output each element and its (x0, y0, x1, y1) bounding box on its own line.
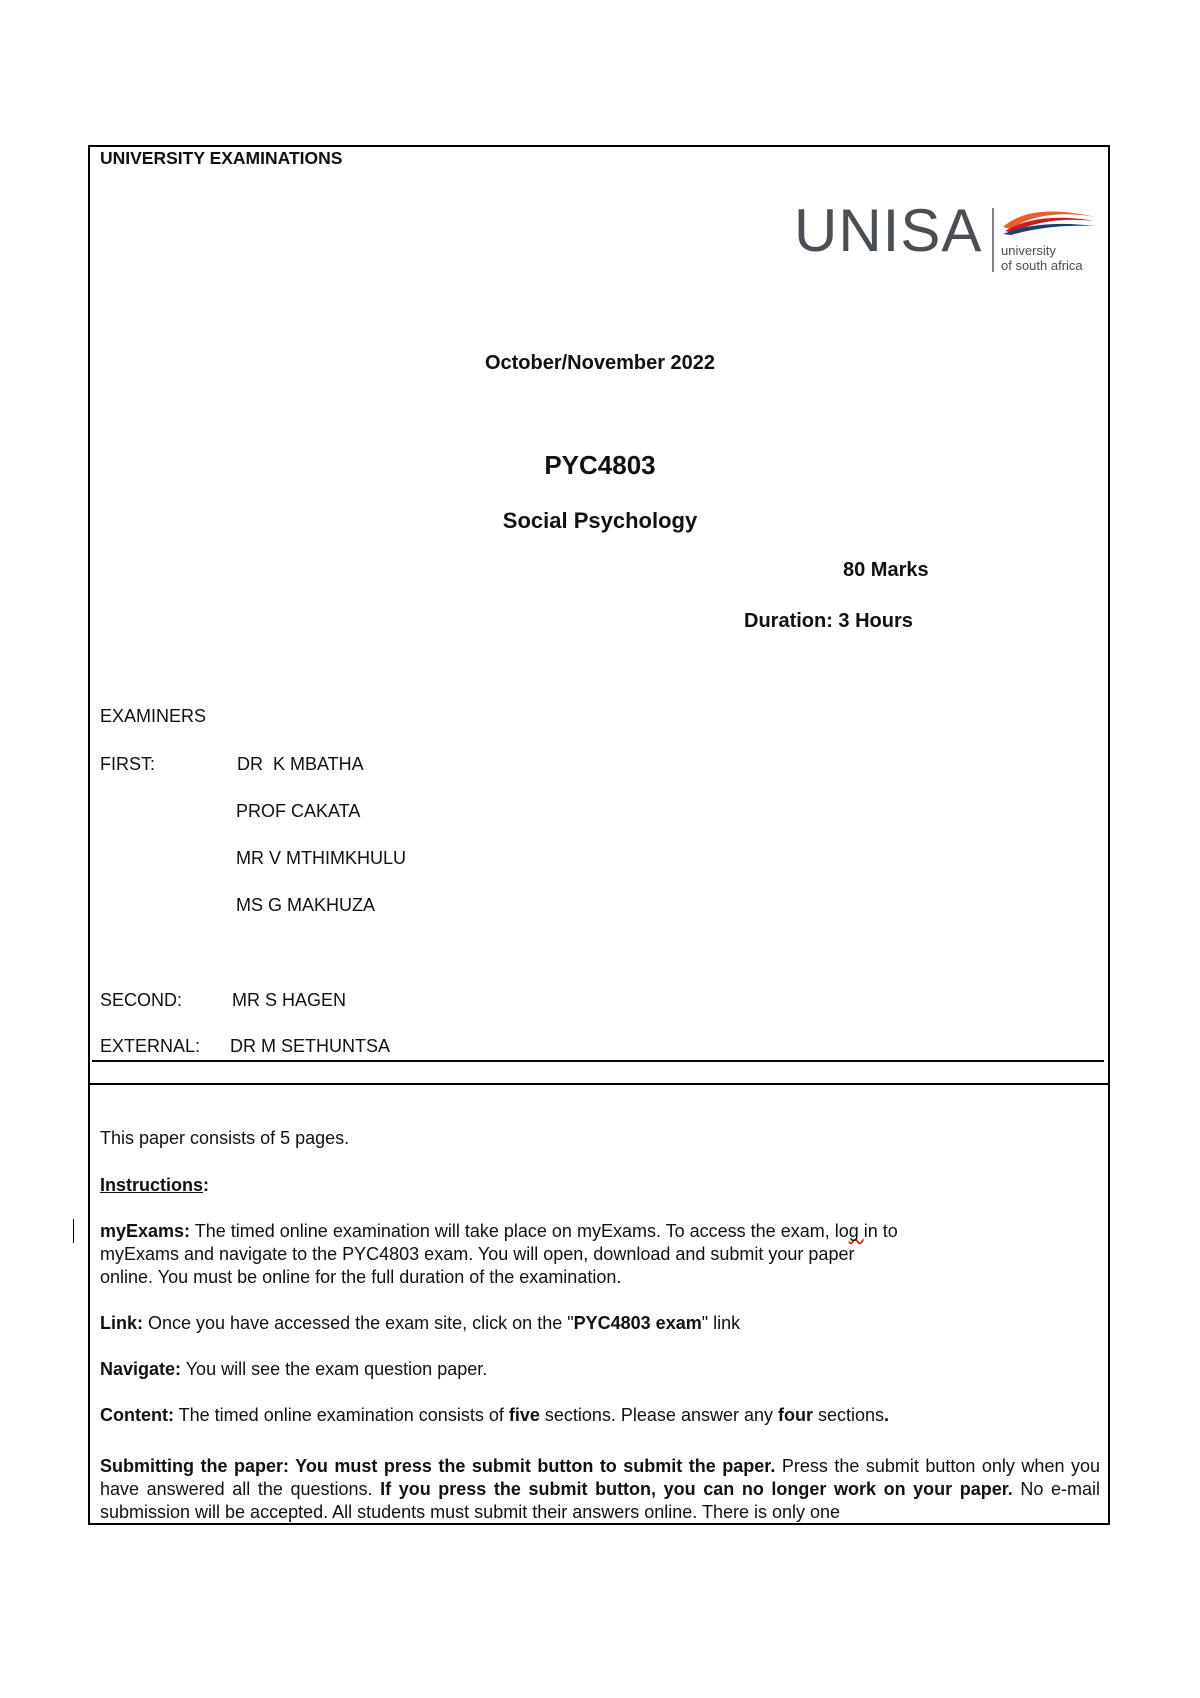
content-instruction (100, 1405, 889, 1426)
instructions-heading-text: Instructions (100, 1175, 204, 1195)
second-examiner-name: MR S HAGEN (232, 990, 347, 1010)
myexams-label: myExams: (100, 1221, 191, 1241)
course-title: Social Psychology (502, 508, 698, 533)
logo-wordmark: UNISA (794, 197, 983, 264)
first-examiner-name: MR V MTHIMKHULU (236, 848, 406, 868)
logo-sub-line1: university (1001, 243, 1056, 258)
page-count-note: This paper consists of 5 pages. (100, 1128, 350, 1148)
submitting-instruction (100, 1455, 1100, 1524)
second-examiner-label: SECOND: (100, 990, 183, 1010)
logo-sub-line2: of south africa (1001, 258, 1083, 273)
exam-cover-frame (88, 145, 1110, 1083)
submit-text: No e-mail submission will be accepted. All students must submit their answers online. There is only one (100, 1479, 1100, 1522)
content-emphasis: five (508, 1405, 540, 1425)
navigate-text: You will see the exam question paper. (181, 1359, 488, 1379)
first-examiner-name: PROF CAKATA (236, 801, 361, 821)
exam-link-name: PYC4803 exam (573, 1313, 702, 1333)
submit-emphasis: Submitting the paper: You must press the submit button to submit the paper. (100, 1456, 776, 1476)
submit-emphasis: If you press the submit button, you can no longer work on your paper. (380, 1479, 1013, 1499)
external-examiner-name: DR M SETHUNTSA (230, 1036, 391, 1056)
navigate-instruction (100, 1359, 487, 1380)
link-text: Once you have accessed the exam site, click on the " (143, 1313, 574, 1333)
myexams-instruction (100, 1221, 898, 1242)
exam-session: October/November 2022 (484, 352, 716, 374)
myexams-text: in to (863, 1221, 898, 1241)
link-text: " link (701, 1313, 741, 1333)
unisa-logo (794, 197, 1096, 275)
instructions-box (88, 1083, 1110, 1525)
spelling-mark: g (848, 1221, 864, 1241)
external-examiner-label: EXTERNAL: (100, 1036, 201, 1056)
header-title: UNIVERSITY EXAMINATIONS (100, 148, 343, 168)
content-emphasis: four (778, 1405, 813, 1425)
content-label: Content: (100, 1405, 174, 1425)
logo-divider (992, 208, 994, 272)
content-text: sections. Please answer any (539, 1405, 778, 1425)
course-code: PYC4803 (544, 450, 656, 480)
content-text: sections (813, 1405, 885, 1425)
swoosh-icon (1001, 205, 1097, 235)
myexams-text: The timed online examination will take place on myExams. To access the exam, lo (190, 1221, 849, 1241)
total-marks: 80 Marks (843, 559, 929, 581)
myexams-line2: myExams and navigate to the PYC4803 exam. You will open, download and submit your paper (100, 1244, 855, 1264)
divider-rule (92, 1060, 1104, 1062)
navigate-label: Navigate: (100, 1359, 182, 1379)
content-emphasis: . (884, 1405, 890, 1425)
examiners-heading: EXAMINERS (100, 706, 207, 726)
submit-text: Press the submit button only when you have answered all the questions. (100, 1456, 1100, 1499)
exam-duration: Duration: 3 Hours (744, 610, 913, 632)
content-text: The timed online examination consists of (173, 1405, 509, 1425)
myexams-line3: online. You must be online for the full duration of the examination. (100, 1267, 622, 1287)
instructions-heading-colon: : (203, 1175, 210, 1195)
first-examiner-name: MS G MAKHUZA (236, 895, 376, 915)
instructions-heading (100, 1175, 209, 1196)
link-instruction (100, 1313, 740, 1334)
first-examiner-label: FIRST: (100, 754, 156, 774)
first-examiner-name: DR K MBATHA (237, 754, 364, 774)
link-label: Link: (100, 1313, 143, 1333)
text-cursor (73, 1219, 74, 1243)
